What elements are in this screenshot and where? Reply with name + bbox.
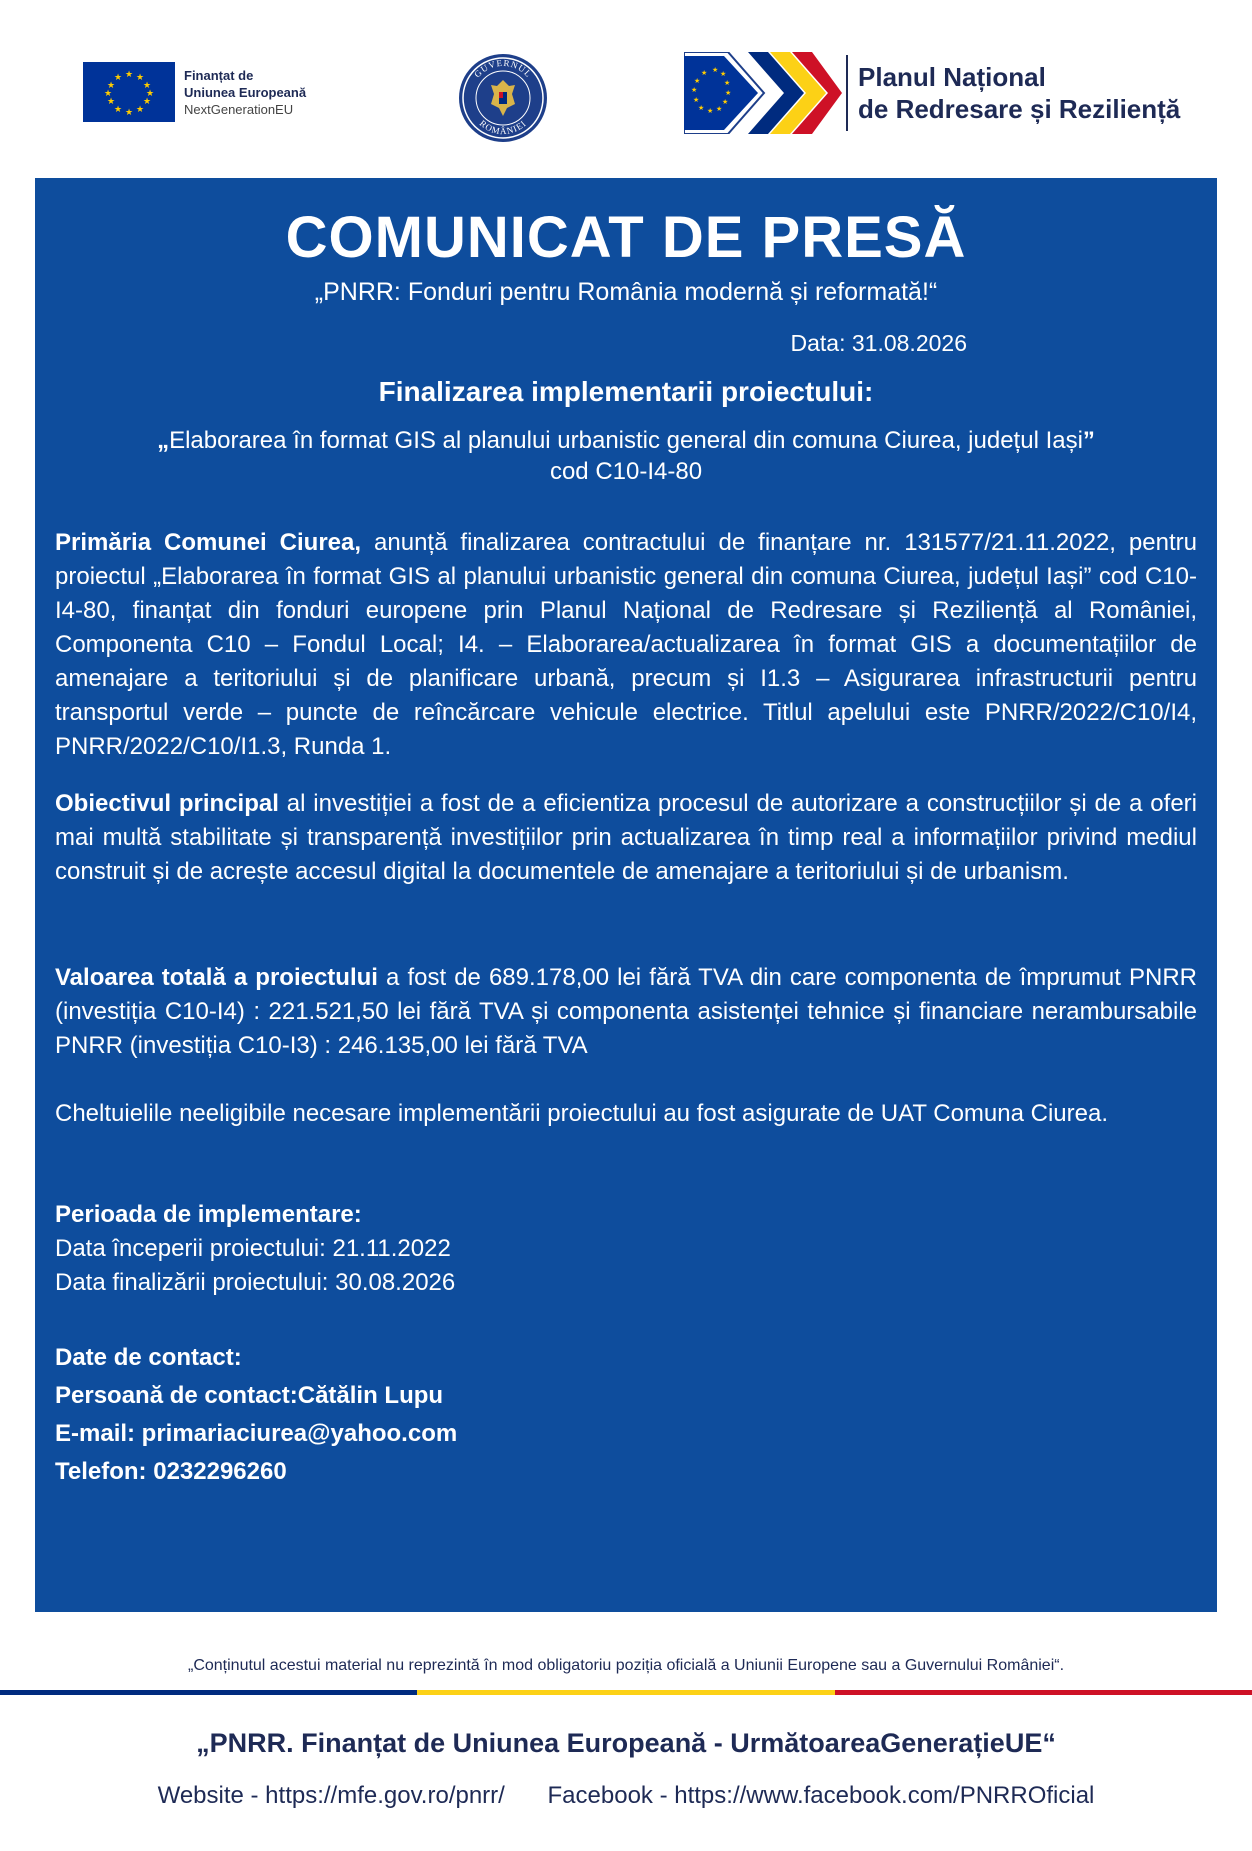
eu-line-1: Finanțat de xyxy=(184,67,254,83)
p2-text: al investiției a fost de a eficientiza procesul de autorizare a construcțiilor și de a oferi mai multă stabilitate și transparență investițiilor prin actualizarea în timp real a informațiilor privind mediul construit și de acrește accesul digital la documentele de amenajare a teritoriului și de urbanism. xyxy=(55,790,1197,885)
period-heading: Perioada de implementare: xyxy=(55,1201,362,1228)
pnrr-divider xyxy=(846,55,848,131)
period-end: Data finalizării proiectului: 30.08.2026 xyxy=(55,1269,456,1296)
contact-phone: Telefon: 0232296260 xyxy=(55,1458,287,1485)
press-release-panel xyxy=(35,178,1217,1612)
page-title: COMUNICAT DE PRESĂ xyxy=(285,205,967,270)
pnrr-line-2: de Redresare și Reziliență xyxy=(858,94,1181,124)
p1-bold: Primăria Comunei Ciurea, xyxy=(55,529,362,556)
p1-text: anunță finalizarea contractului de finanțare nr. 131577/21.11.2022, pentru proiectul „Elaborarea în format GIS al planului urbanistic general din comuna Ciurea, județul Iași” cod C10-I4-80, finanțat din fonduri europene prin Planul Național de Redresare și Reziliență al României, Componenta C10 – Fondul Local; I4. – Elaborarea/actualizarea în format GIS a documentațiilor de amenajare a teritoriului și de planificare urbană, precum și I1.3 – Asigurarea infrastructurii pentru transportul verde – puncte de reîncărcare vehicule electrice. Titlul apelului este PNRR/2022/C10/I4, PNRR/2022/C10/I1.3, Runda 1. xyxy=(55,529,1197,760)
project-name-line xyxy=(35,425,1217,456)
svg-text:ROMÂNIEI: ROMÂNIEI xyxy=(477,118,529,137)
subtitle: „PNRR: Fonduri pentru România modernă și reformată!“ xyxy=(314,278,938,306)
quote-open: „ xyxy=(157,427,170,454)
pnrr-flag-icon xyxy=(684,52,842,134)
p2-bold: Obiectivul principal xyxy=(55,790,279,817)
project-name-block xyxy=(35,425,1217,487)
implementation-period xyxy=(55,1198,1197,1300)
disclaimer: „Conținutul acestui material nu reprezintă în mod obligatoriu poziția oficială a Uniunii Europene sau a Guvernului României“. xyxy=(187,1657,1065,1674)
pnrr-logo xyxy=(684,52,1180,134)
website-link[interactable]: Website - https://mfe.gov.ro/pnrr/ xyxy=(157,1782,505,1809)
eu-funding-text xyxy=(184,67,306,118)
p3-text: a fost de 689.178,00 lei fără TVA din care componenta de împrumut PNRR (investiția C10-I4) : 221.521,50 lei fără TVA și componenta asistenței tehnice și financiare nerambursabile PNRR (investiția C10-I3) : 246.135,00 lei fără TVA xyxy=(55,964,1197,1059)
footer-slogan: „PNRR. Finanțat de Uniunea Europeană - UrmătoareaGenerațieUE“ xyxy=(196,1728,1056,1758)
stripe-red xyxy=(835,1690,1252,1695)
stripe-yellow xyxy=(417,1690,834,1695)
paragraph-announcement xyxy=(55,526,1197,764)
project-name: Elaborarea în format GIS al planului urbanistic general din comuna Ciurea, județul Iași xyxy=(169,427,1083,454)
svg-text:★: ★ xyxy=(720,71,727,78)
release-date-text: Data: 31.08.2026 xyxy=(790,330,967,356)
period-start: Data începerii proiectului: 21.11.2022 xyxy=(55,1235,451,1262)
project-code: cod C10-I4-80 xyxy=(549,458,703,485)
svg-text:★: ★ xyxy=(724,80,731,87)
pnrr-line-1: Planul Național xyxy=(858,62,1046,92)
paragraph-objective xyxy=(55,787,1197,889)
contact-heading: Date de contact: xyxy=(55,1344,242,1371)
svg-text:★: ★ xyxy=(716,106,723,113)
quote-close: ” xyxy=(1082,427,1095,454)
contact-email: E-mail: primariaciurea@yahoo.com xyxy=(55,1420,458,1447)
facebook-link[interactable]: Facebook - https://www.facebook.com/PNRROficial xyxy=(547,1782,1095,1809)
government-seal-icon xyxy=(457,52,549,144)
header-logos xyxy=(0,50,1252,140)
paragraph-value xyxy=(55,961,1197,1063)
svg-text:GUVERNUL: GUVERNUL xyxy=(472,57,534,80)
svg-text:★: ★ xyxy=(698,105,705,112)
eu-line-2: Uniunea Europeană xyxy=(184,84,307,100)
project-heading: Finalizarea implementarii proiectului: xyxy=(378,376,874,407)
svg-text:★: ★ xyxy=(694,78,701,85)
tricolor-stripe xyxy=(0,1690,1252,1695)
eu-flag-icon: ★ ★ ★ ★ ★ ★ ★ ★ ★ ★ ★ ★ xyxy=(83,62,175,122)
footer-links xyxy=(0,1782,1252,1810)
p3-bold: Valoarea totală a proiectului xyxy=(55,964,378,991)
eu-line-3: NextGenerationEU xyxy=(184,101,294,117)
svg-text:★: ★ xyxy=(691,87,698,94)
pnrr-text xyxy=(858,61,1180,125)
svg-text:★: ★ xyxy=(701,70,708,77)
svg-text:★: ★ xyxy=(712,67,719,74)
release-date xyxy=(791,330,967,357)
contact-details xyxy=(55,1339,1197,1491)
svg-text:★: ★ xyxy=(725,90,732,97)
contact-person: Persoană de contact:Cătălin Lupu xyxy=(55,1382,444,1409)
eu-funding-logo xyxy=(83,62,306,122)
svg-text:★: ★ xyxy=(722,99,729,106)
stripe-blue xyxy=(0,1690,417,1695)
svg-text:★: ★ xyxy=(707,108,714,115)
paragraph-costs: Cheltuielile neeligibile necesare implementării proiectului au fost asigurate de UAT Comuna Ciurea. xyxy=(55,1100,1108,1127)
svg-text:★: ★ xyxy=(693,97,700,104)
